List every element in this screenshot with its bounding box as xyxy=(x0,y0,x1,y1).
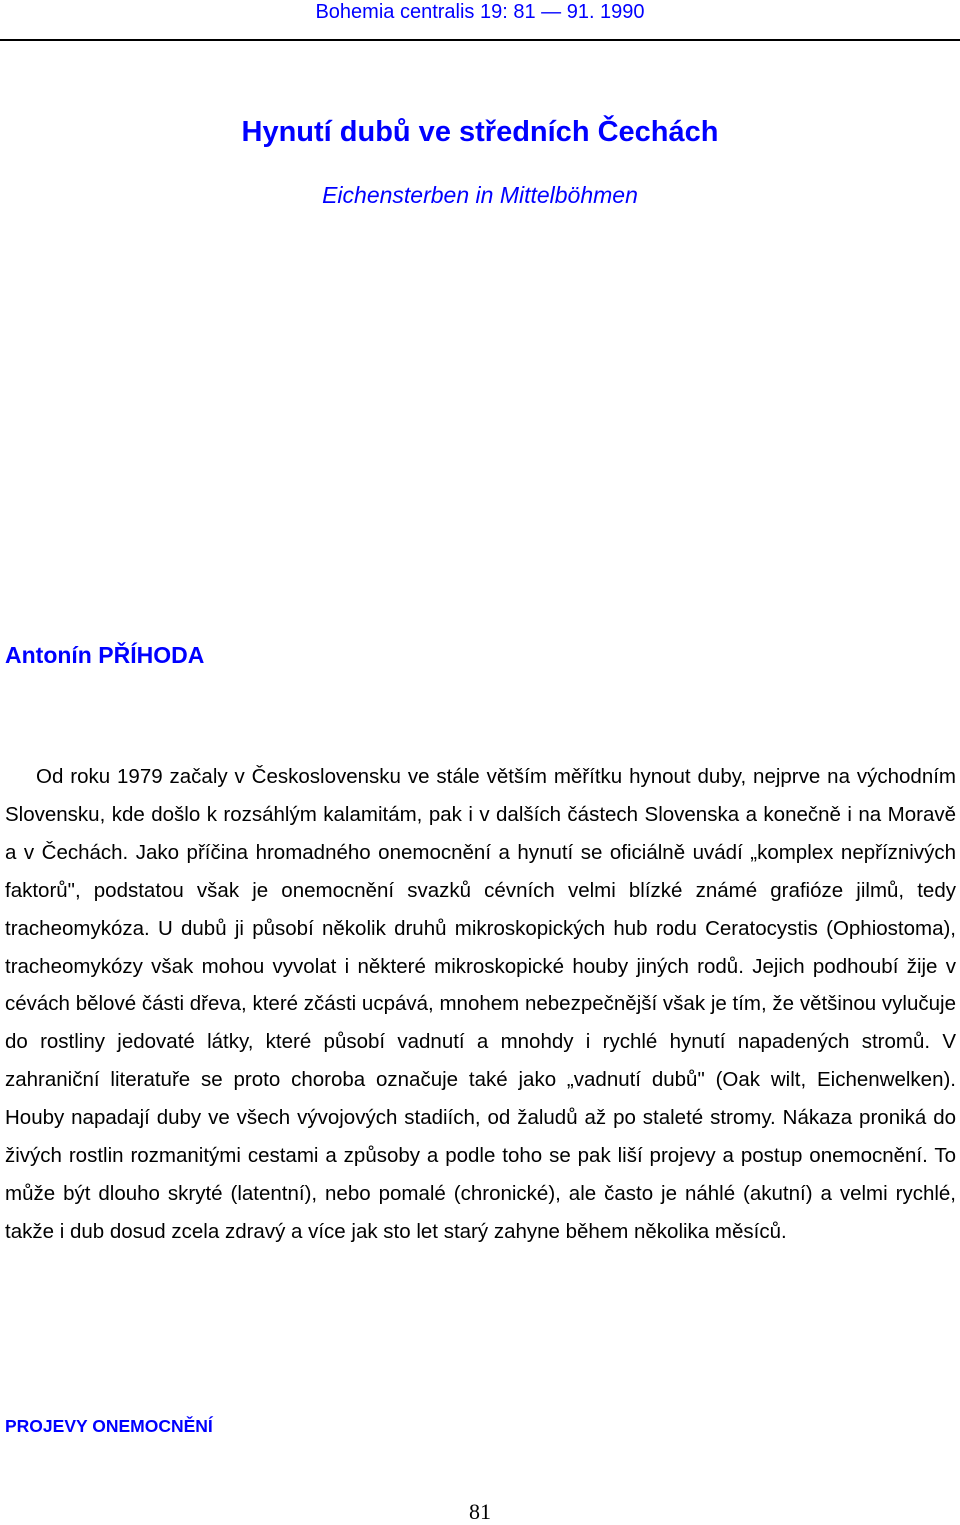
page-number: 81 xyxy=(469,1499,491,1524)
section-heading: PROJEVY ONEMOCNĚNÍ xyxy=(5,1416,213,1436)
article-title: Hynutí dubů ve středních Čechách xyxy=(241,116,719,148)
article-subtitle: Eichensterben in Mittelböhmen xyxy=(322,182,638,208)
body-paragraph: Od roku 1979 začaly v Československu ve stále větším měřítku hynout duby, nejprve na východním Slovensku, kde došlo k rozsáhlým kalamitám, pak i v dalších částech Slovenska a konečně i na Moravě a v Čechách. Jako příčina hromadného onemocnění a hynutí se oficiálně uvádí „komplex nepříznivých faktorů", podstatou však je onemocnění svazků cévních velmi blízké známé grafióze jilmů, tedy tracheomykóza. U dubů ji působí několik druhů mikroskopických hub rodu Ceratocystis (Ophiostoma), tracheomykózy však mohou vyvolat i některé mikroskopické houby jiných rodů. Jejich podhoubí žije v cévách bělové části dřeva, které zčásti ucpává, mnohem nebezpečnější však je tím, že většinou vylučuje do rostliny jedovaté látky, které působí vadnutí a mnohdy i rychlé hynutí napadených stromů. V zahraniční literatuře se proto choroba označuje také jako „vadnutí dubů" (Oak wilt, Eichenwelken). Houby napadají duby ve všech vývojových stadiích, od žaludů až po staleté stromy. Nákaza proniká do živých rostlin rozmanitými cestami a způsoby a podle toho se pak liší projevy a postup onemocnění. To může být dlouho skryté (latentní), nebo pomalé (chronické), ale často je náhlé (akutní) a velmi rychlé, takže i dub dosud zcela zdravý a více jak sto let starý zahyne během několika měsíců. xyxy=(5,765,956,1243)
article-author: Antonín PŘÍHODA xyxy=(5,642,205,668)
header-divider xyxy=(0,39,960,41)
running-head: Bohemia centralis 19: 81 — 91. 1990 xyxy=(315,1,645,23)
